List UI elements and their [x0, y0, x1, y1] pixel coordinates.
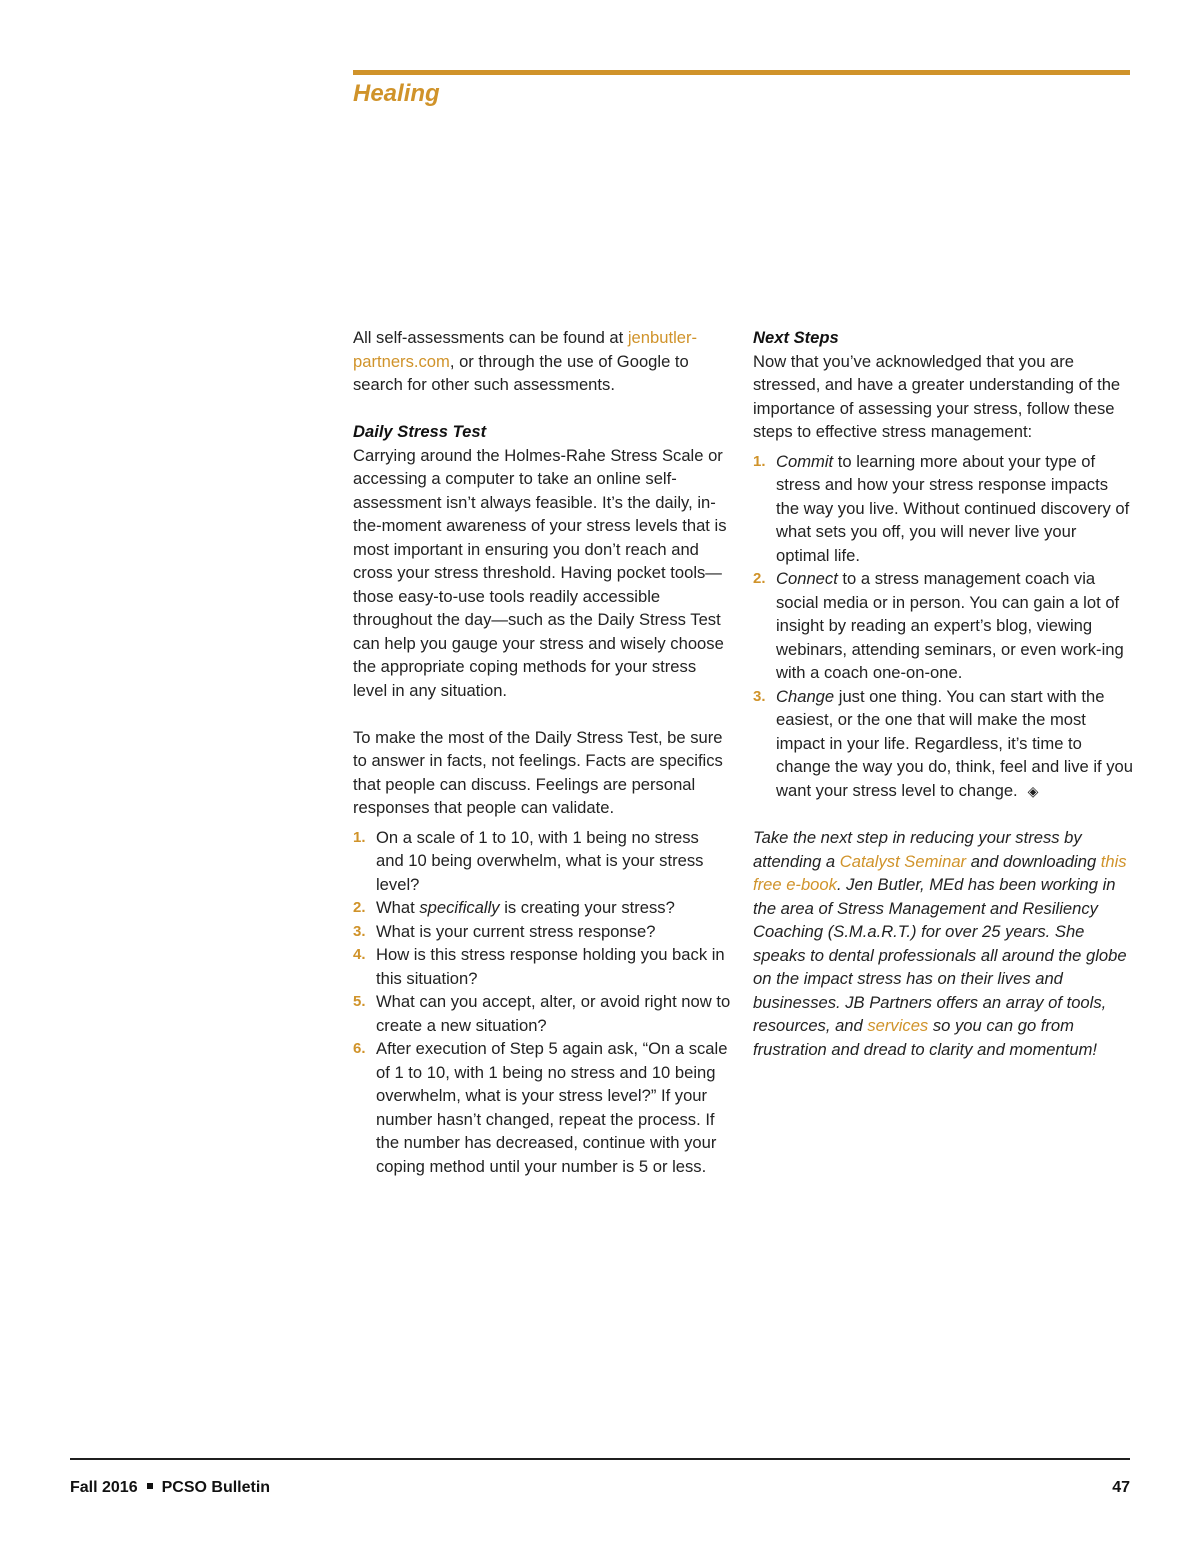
list-item: 6. After execution of Step 5 again ask, “On a scale of 1 to 10, with 1 being no stress and 10 being overwhelm, what is your stress level?” If your number hasn’t changed, repeat the process. If the number has decreased, continue with your coping method until your number is 5 or less.: [353, 1039, 728, 1176]
list-number: 6.: [353, 1040, 366, 1057]
intro-paragraph: All self-assessments can be found at jenbutler-partners.com, or through the use of Google to search for other such assessments.: [353, 328, 698, 394]
list-number: 4.: [353, 946, 366, 963]
facts-paragraph: To make the most of the Daily Stress Test, be sure to answer in facts, not feelings. Facts are specifics that people can discuss. Feelings are personal responses that people can validate.: [353, 727, 723, 817]
list-number: 2.: [753, 570, 766, 587]
list-number: 1.: [353, 828, 366, 846]
next-steps-list: [753, 450, 1133, 804]
header-rule: [353, 70, 1130, 75]
footer-issue-info: [70, 1479, 270, 1497]
daily-stress-test-heading: Daily Stress Test: [353, 422, 487, 441]
free-ebook-link[interactable]: this free e-book: [753, 851, 1127, 894]
daily-stress-test-body: Carrying around the Holmes-Rahe Stress Scale or accessing a computer to take an online self-assessment isn’t always feasible. It’s the daily, in-the-moment awareness of your stress levels that is most important in ensuring you don’t reach and cross your stress threshold. Having pocket tools—those easy-to-use tools readily accessible throughout the day—such as the Daily Stress Test can help you gauge your stress and wisely choose the appropriate coping methods for your stress level in any situation.: [353, 445, 727, 700]
left-column: [353, 326, 731, 1178]
footer-publication: PCSO Bulletin: [161, 1479, 271, 1496]
list-number: 1.: [753, 452, 766, 470]
list-item: 1. Commit to learning more about your type of stress and how your stress response impacts the way you live. Without continued discovery of what sets you off, you will never live your optimal life.: [753, 451, 1130, 565]
end-mark-icon: ◈: [1027, 782, 1039, 799]
footer-rule: [70, 1458, 1130, 1460]
jenbutler-partners-link[interactable]: jenbutler-partners.com: [353, 328, 698, 371]
author-bio: Take the next step in reducing your stress by attending a Catalyst Seminar and downloading this free e-book. Jen Butler, MEd has been working in the area of Stress Management and Resiliency Coaching (S.M.a.R.T.) for over 25 years. She speaks to dental professionals all around the globe on the impact stress has on their lives and businesses. JB Partners offers an array of tools, resources, and services so you can go from frustration and dread to clarity and momentum!: [753, 828, 1127, 1059]
next-steps-heading: Next Steps: [753, 328, 839, 347]
bullet-square-icon: [147, 1483, 153, 1489]
list-item: 1. On a scale of 1 to 10, with 1 being no stress and 10 being overwhelm, what is your stress level?: [353, 827, 704, 894]
list-item: 3. What is your current stress response?: [353, 920, 731, 944]
list-number: 3.: [353, 922, 366, 940]
list-item: 3. Change just one thing. You can start with the easiest, or the one that will make the most impact in your life. Regardless, it’s time to change the way you do, think, feel and live if you want your stress level to change. ◈: [753, 685, 1133, 804]
section-title: Healing: [353, 80, 440, 107]
page-number: 47: [1112, 1479, 1130, 1496]
catalyst-seminar-link[interactable]: Catalyst Seminar: [839, 851, 967, 871]
next-steps-intro: Now that you’ve acknowledged that you are stressed, and have a greater understanding of the importance of assessing your stress, follow these steps to effective stress management:: [753, 351, 1121, 441]
right-column: [753, 326, 1133, 1061]
list-number: 5.: [353, 993, 366, 1010]
list-item: 4. How is this stress response holding you back in this situation?: [353, 945, 725, 988]
list-number: 2.: [353, 899, 366, 916]
list-item: 5. What can you accept, alter, or avoid right now to create a new situation?: [353, 992, 731, 1035]
list-number: 3.: [753, 687, 766, 705]
footer-issue: Fall 2016: [70, 1479, 138, 1496]
list-item: 2. What specifically is creating your stress?: [353, 896, 731, 920]
services-link[interactable]: services: [867, 1016, 929, 1035]
list-item: 2. Connect to a stress management coach via social media or in person. You can gain a lot of insight by reading an expert’s blog, viewing webinars, attending seminars, or even work-ing with a coach one-on-one.: [753, 569, 1124, 682]
stress-test-questions: [353, 826, 731, 1179]
